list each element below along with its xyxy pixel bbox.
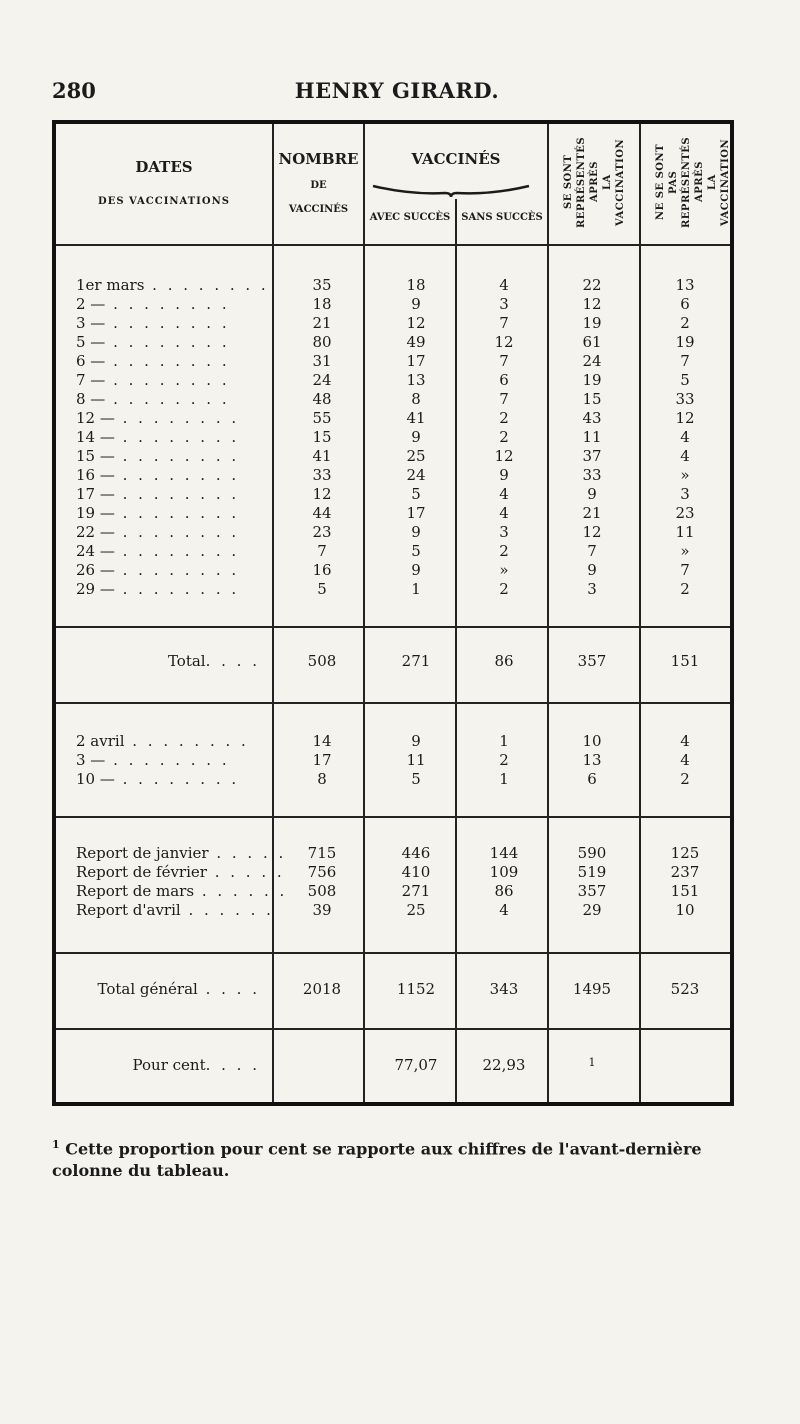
cell-sans: 7 xyxy=(499,352,509,370)
table-row xyxy=(56,751,730,770)
cell-avec: 17 xyxy=(406,352,426,370)
section-rule xyxy=(56,1028,730,1030)
cell-rep: 24 xyxy=(582,352,602,370)
represented-heading: SE SONT REPRÉSENTÉS APRÈS LA VACCINATION xyxy=(563,136,626,228)
cell-nombre: 12 xyxy=(312,485,332,503)
cell-nombre: 39 xyxy=(312,901,332,919)
cell-nonrep: 19 xyxy=(675,333,695,351)
row-date: 12 — . . . . . . . . xyxy=(76,409,240,427)
cell-nonrep: 523 xyxy=(670,980,700,998)
cell-avec: 1 xyxy=(411,580,421,598)
section-rule xyxy=(56,952,730,954)
cell-rep: 357 xyxy=(577,652,607,670)
column-rule xyxy=(639,124,641,1102)
cell-nonrep: 12 xyxy=(675,409,695,427)
table-row xyxy=(56,732,730,751)
cell-avec: 9 xyxy=(411,428,421,446)
footnote xyxy=(52,1134,742,1182)
cell-nombre: 508 xyxy=(307,652,337,670)
cell-avec: 25 xyxy=(406,447,426,465)
cell-nonrep: 2 xyxy=(680,770,690,788)
table-row xyxy=(56,485,730,504)
table-row xyxy=(56,390,730,409)
table-row xyxy=(56,882,730,901)
row-date: 8 — . . . . . . . . xyxy=(76,390,230,408)
cell-rep: 1495 xyxy=(572,980,612,998)
row-date: 14 — . . . . . . . . xyxy=(76,428,240,446)
cell-nombre: 41 xyxy=(312,447,332,465)
cell-avec: 12 xyxy=(406,314,426,332)
percent-row xyxy=(56,1056,730,1075)
row-date: 26 — . . . . . . . . xyxy=(76,561,240,579)
cell-rep: 590 xyxy=(577,844,607,862)
cell-nonrep: 4 xyxy=(680,428,690,446)
table-row xyxy=(56,409,730,428)
cell-nonrep: » xyxy=(680,466,690,484)
table-row xyxy=(56,352,730,371)
cell-rep: 22 xyxy=(582,276,602,294)
vaccines-heading: VACCINÉS xyxy=(411,150,501,168)
cell-sans: 4 xyxy=(499,504,509,522)
row-date: Report d'avril . . . . . . xyxy=(76,901,274,919)
cell-avec: 1152 xyxy=(396,980,436,998)
cell-rep: 519 xyxy=(577,863,607,881)
cell-sans: 4 xyxy=(499,276,509,294)
table-row xyxy=(56,447,730,466)
not-represented-heading: NE SE SONT PAS REPRÉSENTÉS APRÈS LA VACCINATION xyxy=(655,136,731,228)
footnote-number: 1 xyxy=(52,1138,60,1151)
row-date: Report de mars . . . . . . xyxy=(76,882,288,900)
section-rule xyxy=(56,816,730,818)
cell-nombre: 16 xyxy=(312,561,332,579)
header-rule xyxy=(56,244,272,246)
cell-nombre: 33 xyxy=(312,466,332,484)
cell-avec: 5 xyxy=(411,770,421,788)
cell-nombre: 15 xyxy=(312,428,332,446)
cell-rep: 9 xyxy=(587,561,597,579)
table-row xyxy=(56,580,730,599)
cell-nonrep: 4 xyxy=(680,447,690,465)
cell-sans: 6 xyxy=(499,371,509,389)
header-rule xyxy=(274,244,730,246)
table-row xyxy=(56,295,730,314)
cell-sans: 86 xyxy=(494,652,514,670)
footnote-mark: 1 xyxy=(588,1056,596,1069)
dates-subheading: DES VACCINATIONS xyxy=(98,196,230,207)
table-row xyxy=(56,863,730,882)
cell-sans: 7 xyxy=(499,390,509,408)
cell-avec: 9 xyxy=(411,732,421,750)
row-date: Report de février . . . . . xyxy=(76,863,285,881)
cell-sans: 2 xyxy=(499,751,509,769)
cell-rep: 3 xyxy=(587,580,597,598)
cell-sans: 4 xyxy=(499,901,509,919)
cell-nombre: 48 xyxy=(312,390,332,408)
cell-avec: 410 xyxy=(401,863,431,881)
cell-avec: 271 xyxy=(401,652,431,670)
row-date: Report de janvier . . . . . xyxy=(76,844,287,862)
cell-avec: 18 xyxy=(406,276,426,294)
cell-nonrep: 33 xyxy=(675,390,695,408)
cell-sans: 4 xyxy=(499,485,509,503)
table-row xyxy=(56,542,730,561)
row-date: 15 — . . . . . . . . xyxy=(76,447,240,465)
dates-heading: DATES xyxy=(135,158,193,176)
cell-avec: 5 xyxy=(411,542,421,560)
table-row xyxy=(56,428,730,447)
table-row xyxy=(56,504,730,523)
cell-avec: 17 xyxy=(406,504,426,522)
cell-nonrep: 7 xyxy=(680,352,690,370)
total-label: Total. . . . xyxy=(167,652,260,670)
cell-nonrep: 6 xyxy=(680,295,690,313)
cell-nombre: 44 xyxy=(312,504,332,522)
cell-nombre: 14 xyxy=(312,732,332,750)
cell-rep: 19 xyxy=(582,371,602,389)
cell-rep: 9 xyxy=(587,485,597,503)
cell-sans: 109 xyxy=(489,863,519,881)
cell-sans: 3 xyxy=(499,523,509,541)
cell-sans: 12 xyxy=(494,447,514,465)
cell-rep: 12 xyxy=(582,295,602,313)
cell-avec: 446 xyxy=(401,844,431,862)
cell-nonrep: 13 xyxy=(675,276,695,294)
row-date: 2 — . . . . . . . . xyxy=(76,295,230,313)
cell-nombre: 5 xyxy=(317,580,327,598)
total-row xyxy=(56,652,730,671)
running-title: HENRY GIRARD. xyxy=(294,78,500,103)
cell-nombre: 7 xyxy=(317,542,327,560)
row-date: 17 — . . . . . . . . xyxy=(76,485,240,503)
cell-rep: 43 xyxy=(582,409,602,427)
column-rule xyxy=(272,124,274,1102)
cell-rep: 13 xyxy=(582,751,602,769)
row-date: 2 avril . . . . . . . . xyxy=(76,732,249,750)
cell-avec: 24 xyxy=(406,466,426,484)
cell-rep: 61 xyxy=(582,333,602,351)
cell-nombre: 8 xyxy=(317,770,327,788)
table-row xyxy=(56,314,730,333)
cell-nonrep: » xyxy=(680,542,690,560)
cell-rep: 6 xyxy=(587,770,597,788)
cell-avec: 77,07 xyxy=(394,1056,438,1074)
header-brace xyxy=(371,184,531,198)
cell-sans: 2 xyxy=(499,542,509,560)
cell-sans: » xyxy=(499,561,509,579)
cell-nonrep: 5 xyxy=(680,371,690,389)
cell-nonrep: 3 xyxy=(680,485,690,503)
row-date: 3 — . . . . . . . . xyxy=(76,314,230,332)
row-date: 3 — . . . . . . . . xyxy=(76,751,230,769)
table-row xyxy=(56,371,730,390)
cell-rep: 11 xyxy=(582,428,602,446)
cell-nonrep: 23 xyxy=(675,504,695,522)
cell-rep: 10 xyxy=(582,732,602,750)
table-row xyxy=(56,901,730,920)
grand-total-row xyxy=(56,980,730,999)
cell-nonrep: 2 xyxy=(680,580,690,598)
cell-nombre: 508 xyxy=(307,882,337,900)
cell-sans: 9 xyxy=(499,466,509,484)
cell-rep: 19 xyxy=(582,314,602,332)
nombre-heading: NOMBRE xyxy=(278,150,359,168)
row-date: 16 — . . . . . . . . xyxy=(76,466,240,484)
section-rule xyxy=(56,702,730,704)
cell-sans: 86 xyxy=(494,882,514,900)
cell-rep: 12 xyxy=(582,523,602,541)
cell-nonrep: 2 xyxy=(680,314,690,332)
vaccination-table xyxy=(52,120,734,1106)
sans-succes-heading: SANS SUCCÈS xyxy=(461,212,543,223)
row-date: 24 — . . . . . . . . xyxy=(76,542,240,560)
cell-nonrep: 4 xyxy=(680,751,690,769)
cell-avec: 271 xyxy=(401,882,431,900)
cell-nombre: 24 xyxy=(312,371,332,389)
cell-avec: 8 xyxy=(411,390,421,408)
cell-nonrep: 10 xyxy=(675,901,695,919)
cell-avec: 5 xyxy=(411,485,421,503)
cell-nombre: 55 xyxy=(312,409,332,427)
cell-sans: 3 xyxy=(499,295,509,313)
section-rule xyxy=(56,626,730,628)
cell-rep: 29 xyxy=(582,901,602,919)
cell-sans: 2 xyxy=(499,428,509,446)
table-row xyxy=(56,844,730,863)
nombre-vaccines: VACCINÉS xyxy=(288,204,349,215)
cell-nombre: 80 xyxy=(312,333,332,351)
cell-sans: 2 xyxy=(499,409,509,427)
cell-rep: 15 xyxy=(582,390,602,408)
cell-avec: 25 xyxy=(406,901,426,919)
cell-rep: 7 xyxy=(587,542,597,560)
grand-total-label: Total général . . . . xyxy=(97,980,260,998)
cell-sans: 343 xyxy=(489,980,519,998)
cell-avec: 11 xyxy=(406,751,426,769)
cell-sans: 1 xyxy=(499,732,509,750)
row-date: 29 — . . . . . . . . xyxy=(76,580,240,598)
table-row xyxy=(56,333,730,352)
cell-nombre: 715 xyxy=(307,844,337,862)
cell-nonrep: 237 xyxy=(670,863,700,881)
cell-rep: 21 xyxy=(582,504,602,522)
table-row xyxy=(56,523,730,542)
cell-nombre: 31 xyxy=(312,352,332,370)
cell-nombre: 23 xyxy=(312,523,332,541)
column-rule xyxy=(363,124,365,1102)
cell-nombre: 35 xyxy=(312,276,332,294)
cell-nonrep: 4 xyxy=(680,732,690,750)
cell-avec: 9 xyxy=(411,523,421,541)
footnote-text: Cette proportion pour cent se rapporte aux chiffres de l'avant-dernière colonne du tableau. xyxy=(52,1139,702,1181)
table-row xyxy=(56,276,730,295)
cell-nombre: 18 xyxy=(312,295,332,313)
cell-rep: 357 xyxy=(577,882,607,900)
cell-nonrep: 151 xyxy=(670,882,700,900)
table-row xyxy=(56,561,730,580)
row-date: 10 — . . . . . . . . xyxy=(76,770,240,788)
cell-sans: 22,93 xyxy=(482,1056,526,1074)
cell-nombre: 2018 xyxy=(302,980,342,998)
cell-nonrep: 11 xyxy=(675,523,695,541)
cell-avec: 41 xyxy=(406,409,426,427)
percent-label: Pour cent. . . . xyxy=(132,1056,260,1074)
cell-nombre: 756 xyxy=(307,863,337,881)
column-rule xyxy=(547,124,549,1102)
nombre-de: DE xyxy=(310,180,327,191)
row-date: 6 — . . . . . . . . xyxy=(76,352,230,370)
page-number: 280 xyxy=(52,78,96,103)
cell-avec: 49 xyxy=(406,333,426,351)
cell-sans: 144 xyxy=(489,844,519,862)
cell-avec: 9 xyxy=(411,561,421,579)
cell-sans: 2 xyxy=(499,580,509,598)
row-date: 19 — . . . . . . . . xyxy=(76,504,240,522)
cell-nonrep: 151 xyxy=(670,652,700,670)
row-date: 1er mars . . . . . . . . xyxy=(76,276,269,294)
cell-sans: 1 xyxy=(499,770,509,788)
cell-nombre: 21 xyxy=(312,314,332,332)
table-row xyxy=(56,770,730,789)
cell-nonrep: 125 xyxy=(670,844,700,862)
cell-nonrep: 7 xyxy=(680,561,690,579)
cell-rep: 37 xyxy=(582,447,602,465)
row-date: 5 — . . . . . . . . xyxy=(76,333,230,351)
cell-sans: 12 xyxy=(494,333,514,351)
avec-succes-heading: AVEC SUCCÈS xyxy=(369,212,451,223)
cell-sans: 7 xyxy=(499,314,509,332)
row-date: 7 — . . . . . . . . xyxy=(76,371,230,389)
cell-rep: 33 xyxy=(582,466,602,484)
row-date: 22 — . . . . . . . . xyxy=(76,523,240,541)
cell-avec: 9 xyxy=(411,295,421,313)
cell-avec: 13 xyxy=(406,371,426,389)
table-row xyxy=(56,466,730,485)
cell-nombre: 17 xyxy=(312,751,332,769)
page-header xyxy=(52,78,742,108)
